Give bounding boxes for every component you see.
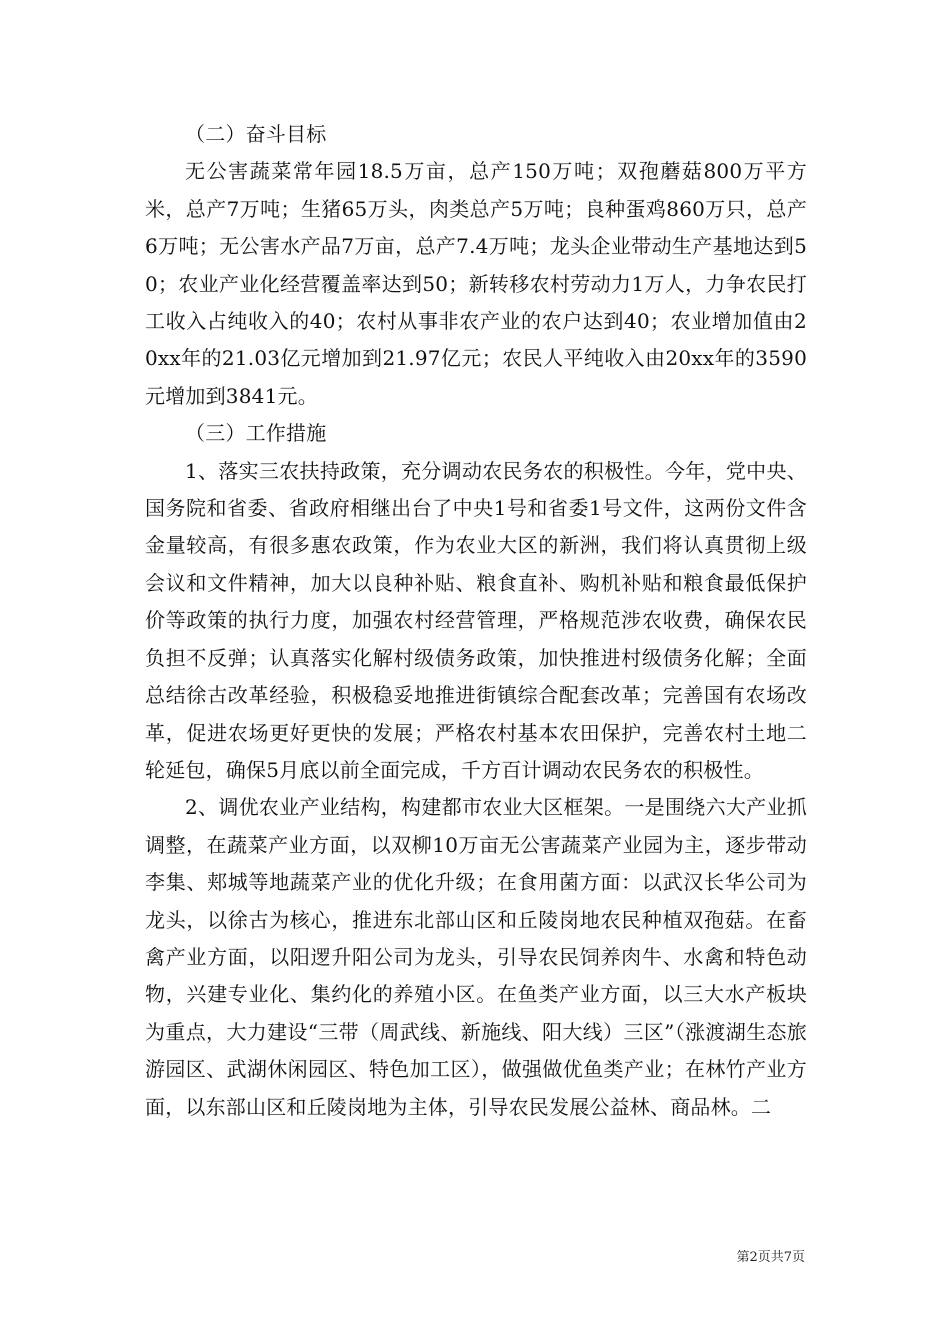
document-body xyxy=(145,116,807,1126)
section-heading-measures: （三）工作措施 xyxy=(185,421,327,446)
paragraph-goals: 无公害蔬菜常年园18.5万亩，总产150万吨；双孢蘑菇800万平方米，总产7万吨；生猪65万头，肉类总产5万吨；良种蛋鸡860万只，总产6万吨；无公害水产品7万亩，总产7.4万吨；龙头企业带动生产基地达到50；农业产业化经营覆盖率达到50；新转移农村劳动力1万人，力争农民打工收入占纯收入的40；农村从事非农产业的农户达到40；农业增加值由20xx年的21.03亿元增加到21.97亿元；农民人平纯收入由20xx年的3590元增加到3841元。 xyxy=(145,159,807,408)
paragraph-measure-2: 2、调优农业产业结构，构建都市农业大区框架。一是围绕六大产业抓调整，在蔬菜产业方面，以双柳10万亩无公害蔬菜产业园为主，逐步带动李集、郏城等地蔬菜产业的优化升级；在食用菌方面：以武汉长华公司为龙头，以徐古为核心，推进东北部山区和丘陵岗地农民种植双孢菇。在畜禽产业方面，以阳逻升阳公司为龙头，引导农民饲养肉牛、水禽和特色动物，兴建专业化、集约化的养殖小区。在鱼类产业方面，以三大水产板块为重点，大力建设“三带（周武线、新施线、阳大线）三区”（涨渡湖生态旅游园区、武湖休闲园区、特色加工区），做强做优鱼类产业；在林竹产业方面，以东部山区和丘陵岗地为主体，引导农民发展公益林、商品林。二 xyxy=(145,795,807,1119)
paragraph-measure-1: 1、落实三农扶持政策，充分调动农民务农的积极性。今年，党中央、国务院和省委、省政府相继出台了中央1号和省委1号文件，这两份文件含金量较高，有很多惠农政策，作为农业大区的新洲，我们将认真贯彻上级会议和文件精神，加大以良种补贴、粮食直补、购机补贴和粮食最低保护价等政策的执行力度，加强农村经营管理，严格规范涉农收费，确保农民负担不反弹；认真落实化解村级债务政策，加快推进村级债务化解；全面总结徐古改革经验，积极稳妥地推进街镇综合配套改革；完善国有农场改革，促进农场更好更快的发展；严格农村基本农田保护，完善农村土地二轮延包，确保5月底以前全面完成，千方百计调动农民务农的积极性。 xyxy=(145,458,807,782)
page-number: 第2页共7页 xyxy=(736,1250,805,1265)
section-heading-goals: （二）奋斗目标 xyxy=(185,122,327,146)
